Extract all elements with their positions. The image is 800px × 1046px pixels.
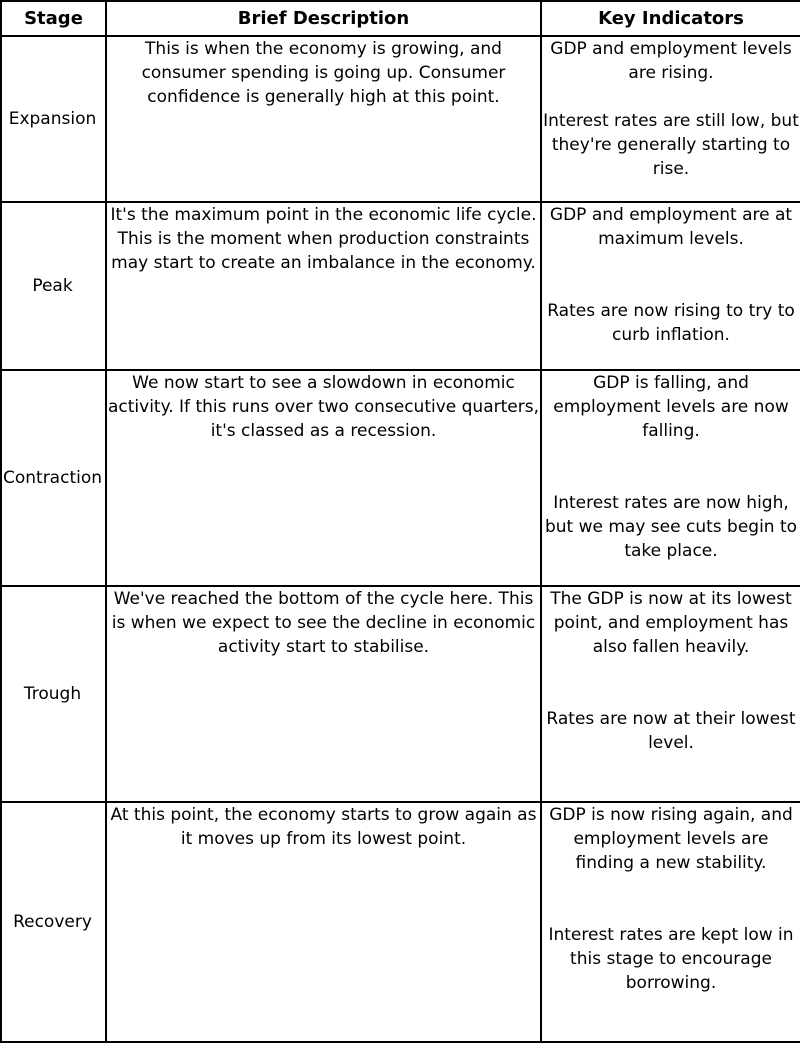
description-cell: We've reached the bottom of the cycle here. This is when we expect to see the decline in economic activity start to stabilise. xyxy=(106,586,541,802)
indicator-gdp-employment: The GDP is now at its lowest point, and employment has also fallen heavily. xyxy=(550,589,792,657)
indicator-gdp-employment: GDP is now rising again, and employment levels are finding a new stability. xyxy=(549,805,793,873)
stage-cell xyxy=(1,202,106,370)
table-row-contraction xyxy=(1,370,800,586)
stage-label: Trough xyxy=(23,684,82,704)
table-row-trough xyxy=(1,586,800,802)
indicator-spacer xyxy=(542,85,800,109)
indicator-interest-rates: Interest rates are kept low in this stage to encourage borrowing. xyxy=(548,925,794,993)
table-row-expansion xyxy=(1,36,800,202)
header-stage: Stage xyxy=(1,1,106,36)
indicator-interest-rates: Rates are now at their lowest level. xyxy=(546,709,796,753)
indicators-cell xyxy=(541,370,800,586)
stage-label: Contraction xyxy=(2,468,103,488)
indicator-spacer xyxy=(542,875,800,923)
description-cell: This is when the economy is growing, and consumer spending is going up. Consumer confidence is generally high at this point. xyxy=(106,36,541,202)
indicator-gdp-employment: GDP and employment are at maximum levels. xyxy=(549,205,793,249)
header-row xyxy=(1,1,800,36)
stage-cell xyxy=(1,370,106,586)
indicators-cell xyxy=(541,586,800,802)
description-cell: At this point, the economy starts to grow again as it moves up from its lowest point. xyxy=(106,802,541,1042)
stage-cell xyxy=(1,802,106,1042)
indicator-interest-rates: Interest rates are now high, but we may see cuts begin to take place. xyxy=(544,493,798,561)
indicators-cell xyxy=(541,202,800,370)
description-cell: We now start to see a slowdown in economic activity. If this runs over two consecutive quarters, it's classed as a recession. xyxy=(106,370,541,586)
table-body xyxy=(1,36,800,1042)
stage-label: Expansion xyxy=(8,109,97,129)
indicator-spacer xyxy=(542,251,800,299)
indicator-gdp-employment: GDP and employment levels are rising. xyxy=(550,39,792,83)
indicators-cell xyxy=(541,802,800,1042)
header-indicators: Key Indicators xyxy=(541,1,800,36)
header-description: Brief Description xyxy=(106,1,541,36)
indicator-interest-rates: Interest rates are still low, but they're generally starting to rise. xyxy=(543,111,799,179)
indicators-cell xyxy=(541,36,800,202)
table-row-peak xyxy=(1,202,800,370)
stage-cell xyxy=(1,586,106,802)
indicator-spacer xyxy=(542,443,800,491)
stage-label: Peak xyxy=(32,276,73,296)
table-header xyxy=(1,1,800,36)
indicator-gdp-employment: GDP is falling, and employment levels are now falling. xyxy=(553,373,789,441)
stage-label: Recovery xyxy=(13,912,92,932)
indicator-interest-rates: Rates are now rising to try to curb inflation. xyxy=(547,301,795,345)
stage-cell xyxy=(1,36,106,202)
indicator-spacer xyxy=(542,659,800,707)
table-row-recovery xyxy=(1,802,800,1042)
description-cell: It's the maximum point in the economic life cycle. This is the moment when production constraints may start to create an imbalance in the economy. xyxy=(106,202,541,370)
